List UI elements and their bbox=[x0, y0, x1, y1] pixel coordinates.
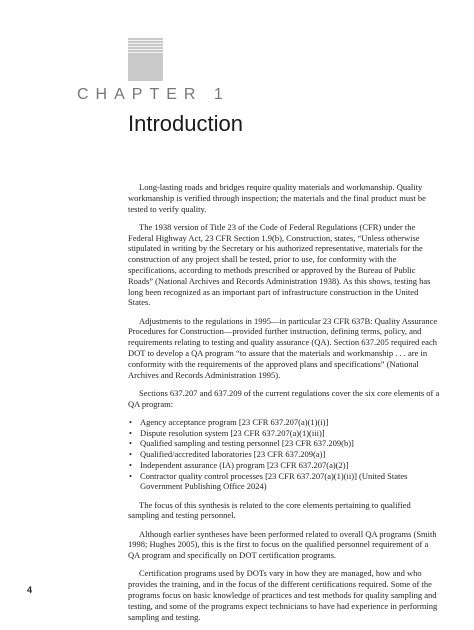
bullet-icon: • bbox=[129, 427, 132, 438]
bullet-icon: • bbox=[129, 459, 132, 470]
paragraph: Long-lasting roads and bridges require quality materials and workmanship. Quality workmanship is verified through inspection; the materials and the final product must be tested to verify quality. bbox=[128, 182, 426, 214]
paragraph: Adjustments to the regulations in 1995—in particular 23 CFR 637B: Quality Assurance Procedures for Construction—provided further instruction, defining terms, policy, and requirements relating to testing and quality assurance (QA). Section 637.205 required each DOT to develop a QA program “to assure that the materials and workmanship . . . are in conformity with the requirements of the approved plans and specifications” (National Archives and Records Administration 1995). bbox=[128, 315, 438, 380]
list-item-text: Contractor quality control processes [23 CFR 637.207(a)(1)(ii)] (United States Government Publishing Office 2024) bbox=[140, 470, 408, 492]
page-title: Introduction bbox=[128, 111, 243, 136]
core-elements-list bbox=[128, 417, 441, 493]
list-item-text: Qualified sampling and testing personnel [23 CFR 637.209(b)] bbox=[140, 438, 354, 449]
bullet-icon: • bbox=[129, 438, 132, 449]
page-number: 4 bbox=[27, 585, 33, 595]
paragraph: Certification programs used by DOTs vary in how they are managed, how and who provides the training, and in the focus of the different certifications required. Some of the programs focus on basic knowledge of practices and test methods for quality sampling and testing, and some of the programs expect technicians to have had experience in performing sampling and testing. bbox=[128, 568, 438, 622]
body-text bbox=[128, 182, 441, 630]
chapter-label: CHAPTER 1 bbox=[77, 86, 230, 103]
bullet-icon: • bbox=[129, 449, 132, 460]
list-item bbox=[129, 416, 441, 428]
bullet-icon: • bbox=[129, 416, 132, 427]
paragraph: Although earlier syntheses have been performed related to overall QA programs (Smith 1998; Hughes 2005), this is the first to focus on the qualified personnel requirement of a QA program and specifically on DOT certification programs. bbox=[128, 528, 437, 561]
paragraph: Sections 637.207 and 637.209 of the current regulations cover the six core elements of a QA program: bbox=[128, 387, 440, 409]
list-item bbox=[129, 427, 441, 439]
list-item bbox=[129, 459, 441, 471]
list-item-text: Independent assurance (IA) program [23 CFR 637.207(a)(2)] bbox=[140, 459, 349, 470]
bullet-icon: • bbox=[129, 470, 132, 481]
list-item-text: Qualified/accredited laboratories [23 CFR 637.209(a)] bbox=[140, 449, 326, 460]
paragraph: The focus of this synthesis is related to the core elements pertaining to qualified sampling and testing personnel. bbox=[128, 499, 411, 521]
list-item bbox=[129, 438, 441, 449]
list-item bbox=[129, 470, 441, 493]
list-item-text: Agency acceptance program [23 CFR 637.207(a)(1)(i)] bbox=[140, 416, 329, 427]
paragraph: The 1938 version of Title 23 of the Code of Federal Regulations (CFR) under the Federal Highway Act, 23 CFR Section 1.9(b), Construction, states, “Unless otherwise stipulated in writing by the Secretary or his authorized representative, materials for the construction of any project shall be tested, prior to use, for conformity with the specifications, according to methods prescribed or approved by the Bureau of Public Roads” (National Archives and Records Administration 1938). As this shows, testing has long been recognized as an important part of infrastructure construction in the United States. bbox=[128, 221, 431, 308]
list-item bbox=[129, 449, 441, 460]
list-item-text: Dispute resolution system [23 CFR 637.207(a)(1)(iii)] bbox=[140, 427, 325, 438]
chapter-decoration-box bbox=[128, 38, 163, 81]
